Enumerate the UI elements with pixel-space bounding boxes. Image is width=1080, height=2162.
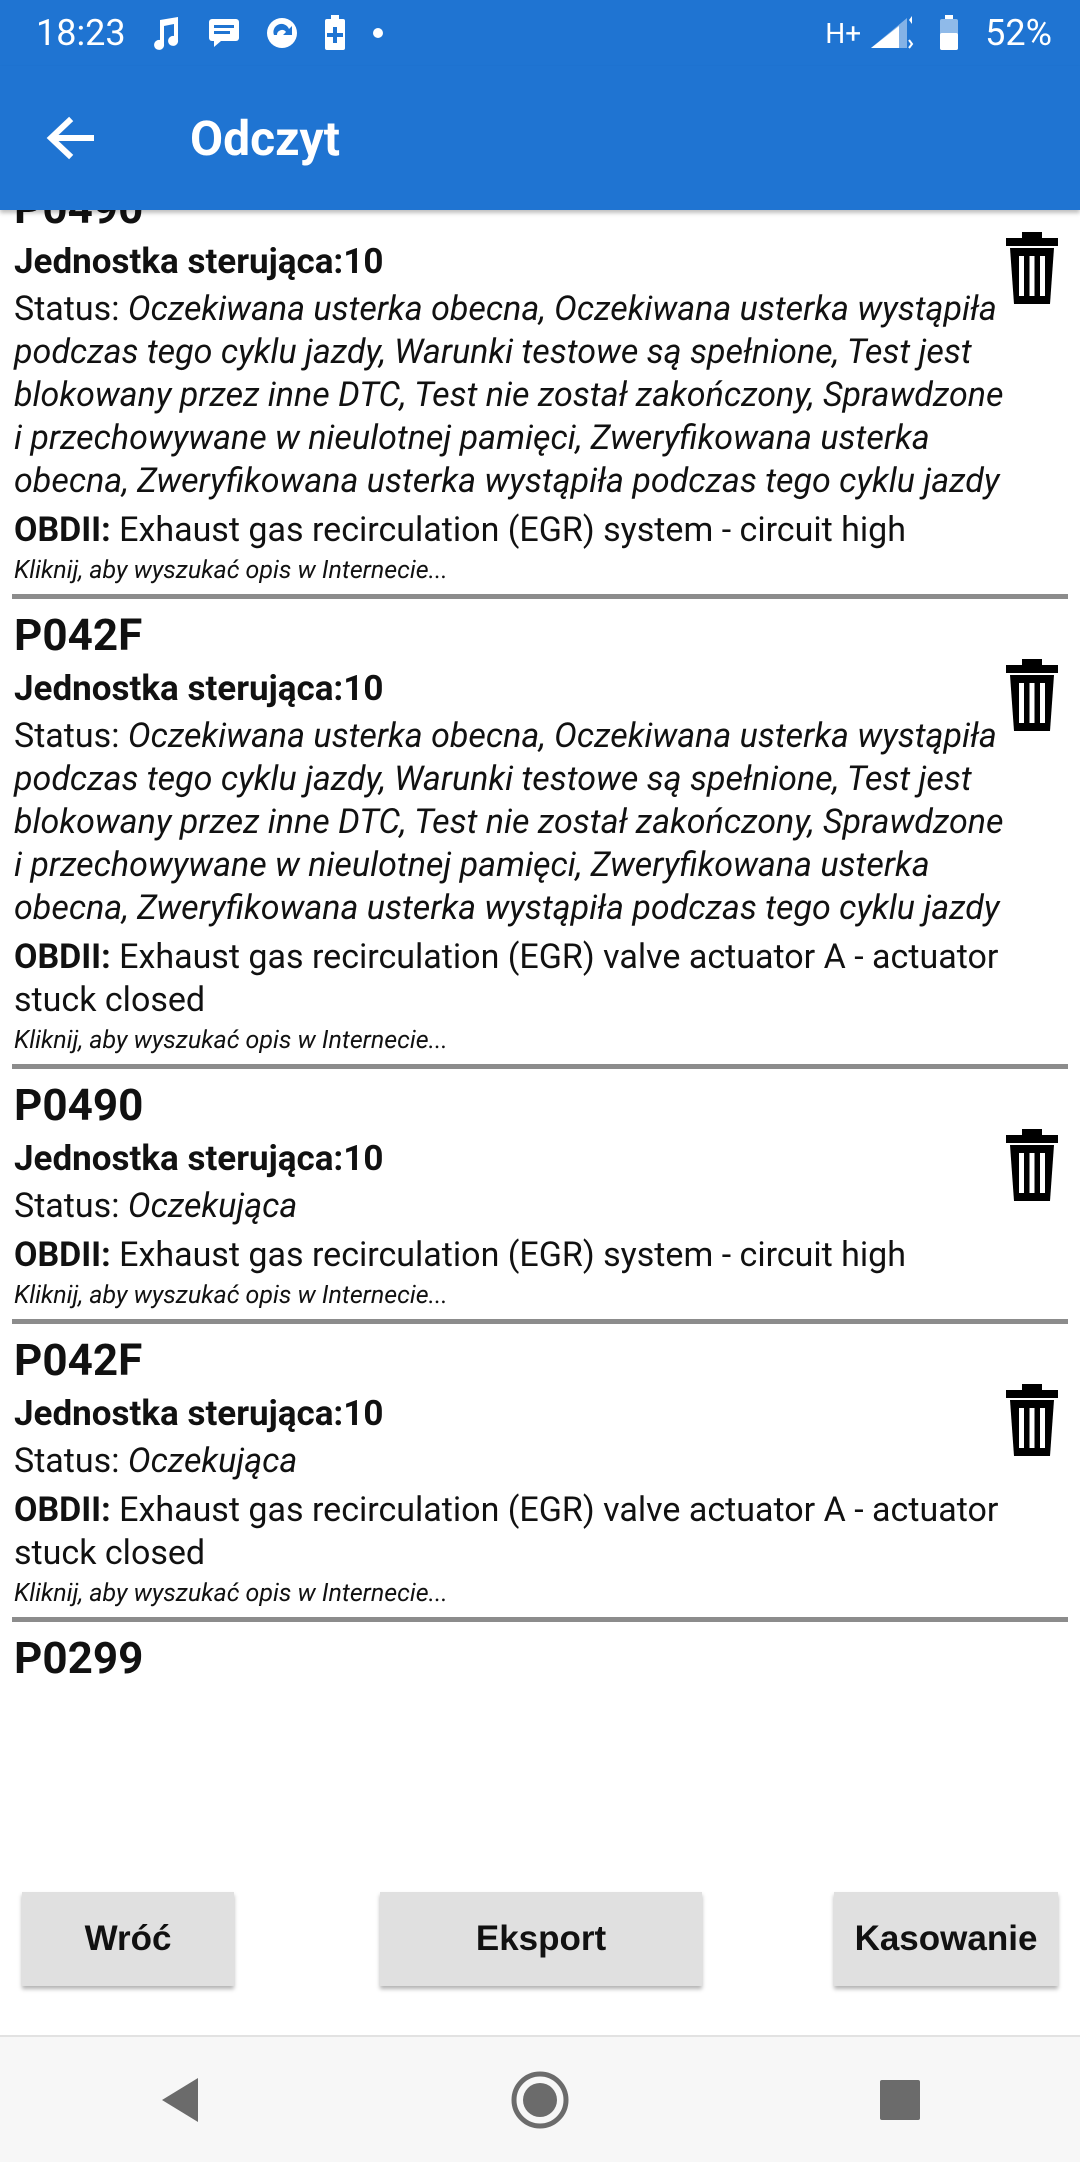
dtc-status bbox=[14, 1440, 1066, 1483]
dtc-obd-description bbox=[14, 1489, 1066, 1575]
dtc-code: P0299 bbox=[14, 1632, 144, 1684]
obd-text: Exhaust gas recirculation (EGR) valve actuator A - actuator stuck closed bbox=[14, 1490, 999, 1573]
nav-back-button[interactable] bbox=[120, 2050, 240, 2150]
dtc-control-unit: Jednostka sterująca:10 bbox=[14, 1393, 384, 1434]
dtc-list-container[interactable] bbox=[0, 210, 1080, 1870]
status-value: Oczekująca bbox=[127, 1186, 298, 1226]
status-value: Oczekująca bbox=[127, 1441, 298, 1481]
nav-recents-icon bbox=[879, 2079, 921, 2121]
dtc-status bbox=[14, 288, 1066, 503]
dtc-entry bbox=[0, 599, 1080, 1064]
trash-icon[interactable] bbox=[1004, 1384, 1060, 1456]
dtc-status bbox=[14, 1185, 1066, 1228]
dtc-obd-description bbox=[14, 509, 1066, 552]
dtc-control-unit: Jednostka sterująca:10 bbox=[14, 1138, 384, 1179]
nav-back-icon bbox=[158, 2076, 202, 2124]
status-label: Status: bbox=[14, 716, 128, 756]
dtc-obd-description bbox=[14, 936, 1066, 1022]
search-online-link[interactable]: Kliknij, aby wyszukać opis w Internecie... bbox=[14, 556, 448, 585]
status-value: Oczekiwana usterka obecna, Oczekiwana usterka wystąpiła podczas tego cyklu jazdy, Warunki testowe są spełnione, Test jest blokowany przez inne DTC, Test nie został zakończony, Sprawdzone i przechowywane w nieulotnej pamięci, Zweryfikowana usterka obecna, Zweryfikowana usterka wystąpiła podczas tego cyklu jazdy bbox=[14, 289, 1004, 501]
export-button[interactable]: Eksport bbox=[380, 1892, 702, 1986]
status-left bbox=[36, 12, 384, 54]
obd-text: Exhaust gas recirculation (EGR) system - circuit high bbox=[110, 1235, 906, 1275]
obd-text: Exhaust gas recirculation (EGR) valve actuator A - actuator stuck closed bbox=[14, 937, 999, 1020]
search-online-link[interactable]: Kliknij, aby wyszukać opis w Internecie... bbox=[14, 1026, 448, 1055]
search-online-link[interactable]: Kliknij, aby wyszukać opis w Internecie... bbox=[14, 1579, 448, 1608]
delete-all-button[interactable]: Kasowanie bbox=[834, 1892, 1058, 1986]
system-nav-bar bbox=[0, 2035, 1080, 2162]
nav-home-button[interactable] bbox=[480, 2050, 600, 2150]
dtc-entry-partial bbox=[0, 1622, 1080, 1684]
obd-text: Exhaust gas recirculation (EGR) system - circuit high bbox=[110, 510, 906, 550]
status-right bbox=[825, 12, 1052, 54]
dtc-control-unit: Jednostka sterująca:10 bbox=[14, 241, 384, 282]
dot-icon bbox=[372, 27, 384, 39]
battery-saver-icon bbox=[324, 15, 346, 51]
status-bar bbox=[0, 0, 1080, 66]
dtc-list bbox=[0, 172, 1080, 1684]
status-value: Oczekiwana usterka obecna, Oczekiwana usterka wystąpiła podczas tego cyklu jazdy, Warunki testowe są spełnione, Test jest blokowany przez inne DTC, Test nie został zakończony, Sprawdzone i przechowywane w nieulotnej pamięci, Zweryfikowana usterka obecna, Zweryfikowana usterka wystąpiła podczas tego cyklu jazdy bbox=[14, 716, 1004, 928]
music-icon bbox=[152, 16, 182, 50]
obd-label: OBDII: bbox=[14, 937, 111, 977]
dtc-obd-description bbox=[14, 1234, 1066, 1277]
trash-icon[interactable] bbox=[1004, 232, 1060, 304]
signal-icon bbox=[869, 16, 913, 50]
obd-label: OBDII: bbox=[14, 1490, 111, 1530]
obd-label: OBDII: bbox=[14, 510, 111, 550]
battery-icon bbox=[939, 15, 959, 51]
network-type: H+ bbox=[825, 16, 862, 50]
nav-recents-button[interactable] bbox=[840, 2050, 960, 2150]
battery-percent: 52% bbox=[985, 12, 1052, 54]
dtc-status bbox=[14, 715, 1066, 930]
message-icon bbox=[208, 18, 240, 48]
nav-home-icon bbox=[510, 2070, 570, 2130]
dtc-control-unit: Jednostka sterująca:10 bbox=[14, 668, 384, 709]
dtc-entry bbox=[0, 1324, 1080, 1617]
back-button[interactable] bbox=[0, 66, 140, 210]
sync-icon bbox=[266, 17, 298, 49]
page-title: Odczyt bbox=[190, 109, 340, 167]
obd-label: OBDII: bbox=[14, 1235, 111, 1275]
search-online-link[interactable]: Kliknij, aby wyszukać opis w Internecie... bbox=[14, 1281, 448, 1310]
trash-icon[interactable] bbox=[1004, 659, 1060, 731]
status-label: Status: bbox=[14, 1186, 128, 1226]
dtc-entry bbox=[0, 172, 1080, 594]
clock: 18:23 bbox=[36, 12, 126, 54]
status-label: Status: bbox=[14, 289, 128, 329]
app-bar bbox=[0, 66, 1080, 210]
back-action-button[interactable]: Wróć bbox=[22, 1892, 234, 1986]
status-label: Status: bbox=[14, 1441, 128, 1481]
action-button-bar bbox=[0, 1870, 1080, 2035]
arrow-left-icon bbox=[47, 118, 93, 158]
dtc-code: P0490 bbox=[14, 1079, 144, 1131]
trash-icon[interactable] bbox=[1004, 1129, 1060, 1201]
dtc-entry bbox=[0, 1069, 1080, 1319]
dtc-code: P042F bbox=[14, 1334, 143, 1386]
dtc-code: P042F bbox=[14, 609, 143, 661]
